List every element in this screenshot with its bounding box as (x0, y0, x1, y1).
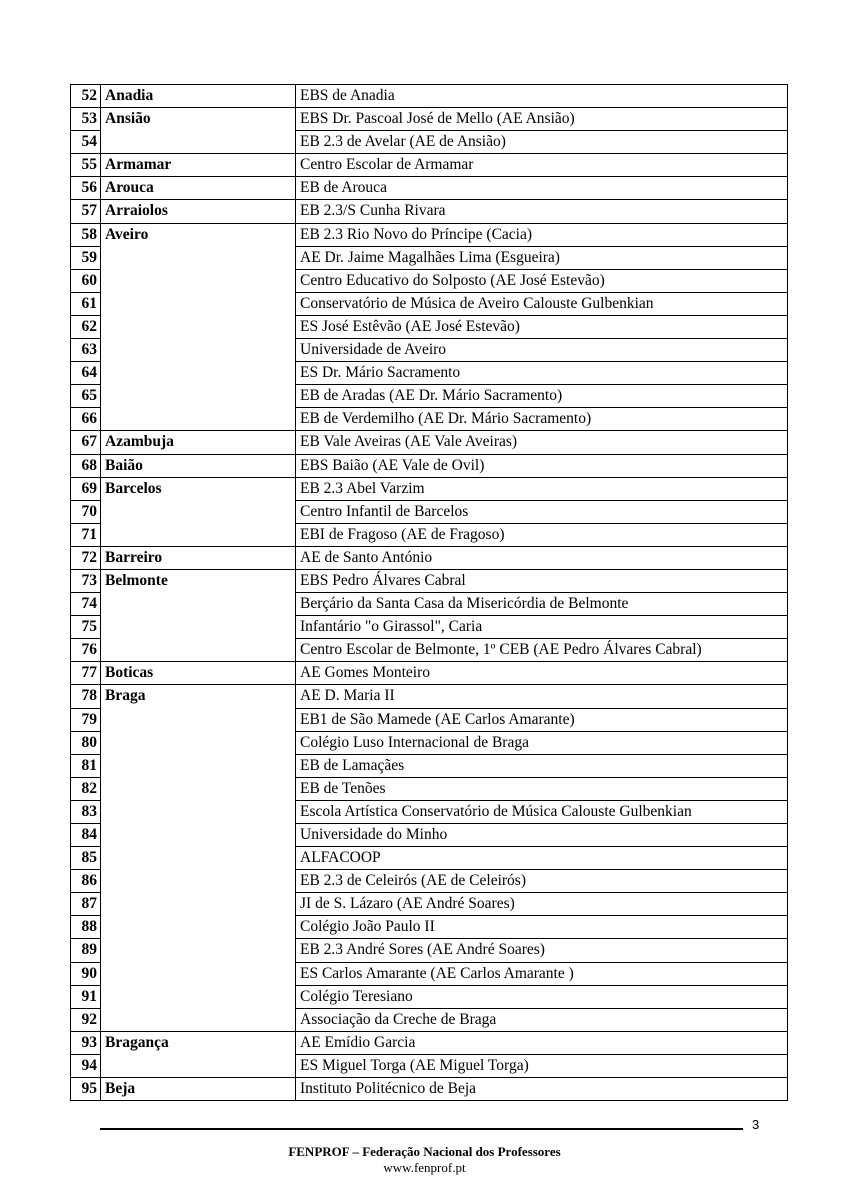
table-row (71, 292, 788, 315)
school-cell: Berçário da Santa Casa da Misericórdia de Belmonte (296, 593, 788, 616)
municipality-cell: Barcelos (101, 477, 296, 500)
row-number: 60 (71, 269, 101, 292)
municipality-cell (101, 269, 296, 292)
table-row (71, 847, 788, 870)
school-cell: EBS de Anadia (296, 85, 788, 108)
row-number: 75 (71, 616, 101, 639)
municipality-cell (101, 893, 296, 916)
row-number: 56 (71, 177, 101, 200)
school-cell: ES Miguel Torga (AE Miguel Torga) (296, 1054, 788, 1077)
school-cell: EB 2.3/S Cunha Rivara (296, 200, 788, 223)
schools-table (70, 84, 788, 1101)
municipality-cell (101, 131, 296, 154)
table-row (71, 339, 788, 362)
row-number: 83 (71, 800, 101, 823)
row-number: 76 (71, 639, 101, 662)
row-number: 68 (71, 454, 101, 477)
municipality-cell (101, 962, 296, 985)
municipality-cell: Braga (101, 685, 296, 708)
row-number: 89 (71, 939, 101, 962)
row-number: 74 (71, 593, 101, 616)
municipality-cell (101, 985, 296, 1008)
schools-table-body (71, 85, 788, 1101)
table-row (71, 777, 788, 800)
row-number: 69 (71, 477, 101, 500)
row-number: 80 (71, 731, 101, 754)
table-row (71, 754, 788, 777)
school-cell: ALFACOOP (296, 847, 788, 870)
municipality-cell (101, 1054, 296, 1077)
row-number: 72 (71, 546, 101, 569)
municipality-cell (101, 1008, 296, 1031)
school-cell: Associação da Creche de Braga (296, 1008, 788, 1031)
table-row (71, 454, 788, 477)
table-row (71, 708, 788, 731)
table-row (71, 85, 788, 108)
school-cell: Centro Infantil de Barcelos (296, 500, 788, 523)
municipality-cell (101, 362, 296, 385)
row-number: 81 (71, 754, 101, 777)
table-row (71, 569, 788, 592)
table-row (71, 523, 788, 546)
table-row (71, 408, 788, 431)
row-number: 57 (71, 200, 101, 223)
school-cell: Centro Escolar de Belmonte, 1º CEB (AE Pedro Álvares Cabral) (296, 639, 788, 662)
municipality-cell (101, 339, 296, 362)
table-row (71, 200, 788, 223)
municipality-cell: Beja (101, 1078, 296, 1101)
row-number: 77 (71, 662, 101, 685)
row-number: 58 (71, 223, 101, 246)
row-number: 94 (71, 1054, 101, 1077)
municipality-cell (101, 870, 296, 893)
row-number: 70 (71, 500, 101, 523)
table-row (71, 939, 788, 962)
school-cell: Centro Escolar de Armamar (296, 154, 788, 177)
municipality-cell (101, 777, 296, 800)
table-row (71, 315, 788, 338)
table-row (71, 800, 788, 823)
page-number: 3 (752, 1117, 760, 1132)
row-number: 84 (71, 824, 101, 847)
municipality-cell (101, 800, 296, 823)
municipality-cell: Bragança (101, 1031, 296, 1054)
school-cell: EB Vale Aveiras (AE Vale Aveiras) (296, 431, 788, 454)
school-cell: AE de Santo António (296, 546, 788, 569)
municipality-cell (101, 754, 296, 777)
municipality-cell (101, 939, 296, 962)
row-number: 53 (71, 108, 101, 131)
table-row (71, 616, 788, 639)
row-number: 63 (71, 339, 101, 362)
municipality-cell (101, 500, 296, 523)
municipality-cell: Arouca (101, 177, 296, 200)
school-cell: EB 2.3 de Avelar (AE de Ansião) (296, 131, 788, 154)
school-cell: AE Emídio Garcia (296, 1031, 788, 1054)
municipality-cell: Baião (101, 454, 296, 477)
municipality-cell (101, 616, 296, 639)
row-number: 91 (71, 985, 101, 1008)
municipality-cell (101, 708, 296, 731)
row-number: 92 (71, 1008, 101, 1031)
table-row (71, 731, 788, 754)
row-number: 61 (71, 292, 101, 315)
table-row (71, 246, 788, 269)
row-number: 65 (71, 385, 101, 408)
municipality-cell: Arraiolos (101, 200, 296, 223)
row-number: 93 (71, 1031, 101, 1054)
row-number: 79 (71, 708, 101, 731)
row-number: 67 (71, 431, 101, 454)
table-row (71, 546, 788, 569)
row-number: 73 (71, 569, 101, 592)
school-cell: EBS Dr. Pascoal José de Mello (AE Ansião) (296, 108, 788, 131)
school-cell: ES Dr. Mário Sacramento (296, 362, 788, 385)
row-number: 86 (71, 870, 101, 893)
municipality-cell (101, 408, 296, 431)
municipality-cell (101, 639, 296, 662)
table-row (71, 870, 788, 893)
table-row (71, 108, 788, 131)
row-number: 55 (71, 154, 101, 177)
row-number: 82 (71, 777, 101, 800)
row-number: 66 (71, 408, 101, 431)
school-cell: AE Dr. Jaime Magalhães Lima (Esgueira) (296, 246, 788, 269)
table-row (71, 893, 788, 916)
municipality-cell: Azambuja (101, 431, 296, 454)
school-cell: Conservatório de Música de Aveiro Calouste Gulbenkian (296, 292, 788, 315)
school-cell: Escola Artística Conservatório de Música Calouste Gulbenkian (296, 800, 788, 823)
row-number: 85 (71, 847, 101, 870)
table-row (71, 477, 788, 500)
table-row (71, 962, 788, 985)
municipality-cell (101, 593, 296, 616)
footer-website: www.fenprof.pt (383, 1160, 466, 1175)
footer-divider (100, 1128, 743, 1130)
municipality-cell (101, 523, 296, 546)
school-cell: Colégio Teresiano (296, 985, 788, 1008)
row-number: 88 (71, 916, 101, 939)
municipality-cell: Ansião (101, 108, 296, 131)
municipality-cell (101, 385, 296, 408)
school-cell: EB de Aradas (AE Dr. Mário Sacramento) (296, 385, 788, 408)
table-row (71, 916, 788, 939)
municipality-cell (101, 916, 296, 939)
school-cell: JI de S. Lázaro (AE André Soares) (296, 893, 788, 916)
school-cell: EB 2.3 André Sores (AE André Soares) (296, 939, 788, 962)
table-row (71, 685, 788, 708)
footer-organization: FENPROF – Federação Nacional dos Professores (288, 1144, 561, 1159)
table-row (71, 177, 788, 200)
school-cell: Centro Educativo do Solposto (AE José Estevão) (296, 269, 788, 292)
municipality-cell (101, 315, 296, 338)
row-number: 62 (71, 315, 101, 338)
row-number: 71 (71, 523, 101, 546)
municipality-cell (101, 847, 296, 870)
table-row (71, 985, 788, 1008)
school-cell: AE Gomes Monteiro (296, 662, 788, 685)
school-cell: EBS Baião (AE Vale de Ovil) (296, 454, 788, 477)
table-row (71, 269, 788, 292)
table-row (71, 131, 788, 154)
row-number: 54 (71, 131, 101, 154)
table-row (71, 362, 788, 385)
table-row (71, 1054, 788, 1077)
school-cell: EB de Arouca (296, 177, 788, 200)
school-cell: EB 2.3 de Celeirós (AE de Celeirós) (296, 870, 788, 893)
school-cell: EB 2.3 Abel Varzim (296, 477, 788, 500)
school-cell: AE D. Maria II (296, 685, 788, 708)
row-number: 87 (71, 893, 101, 916)
school-cell: Colégio Luso Internacional de Braga (296, 731, 788, 754)
school-cell: Infantário "o Girassol", Caria (296, 616, 788, 639)
table-row (71, 1078, 788, 1101)
school-cell: ES Carlos Amarante (AE Carlos Amarante ) (296, 962, 788, 985)
row-number: 59 (71, 246, 101, 269)
municipality-cell (101, 731, 296, 754)
table-row (71, 500, 788, 523)
table-row (71, 593, 788, 616)
municipality-cell: Barreiro (101, 546, 296, 569)
school-cell: EBS Pedro Álvares Cabral (296, 569, 788, 592)
municipality-cell: Armamar (101, 154, 296, 177)
municipality-cell: Boticas (101, 662, 296, 685)
row-number: 90 (71, 962, 101, 985)
table-row (71, 662, 788, 685)
row-number: 95 (71, 1078, 101, 1101)
school-cell: EB de Lamaçães (296, 754, 788, 777)
school-cell: EB de Verdemilho (AE Dr. Mário Sacramento) (296, 408, 788, 431)
row-number: 52 (71, 85, 101, 108)
school-cell: EB1 de São Mamede (AE Carlos Amarante) (296, 708, 788, 731)
table-row (71, 385, 788, 408)
municipality-cell: Anadia (101, 85, 296, 108)
school-cell: Universidade de Aveiro (296, 339, 788, 362)
table-row (71, 639, 788, 662)
school-cell: EB de Tenões (296, 777, 788, 800)
table-row (71, 1031, 788, 1054)
school-cell: Instituto Politécnico de Beja (296, 1078, 788, 1101)
school-cell: ES José Estêvão (AE José Estevão) (296, 315, 788, 338)
row-number: 64 (71, 362, 101, 385)
school-cell: Universidade do Minho (296, 824, 788, 847)
table-row (71, 223, 788, 246)
municipality-cell (101, 824, 296, 847)
row-number: 78 (71, 685, 101, 708)
table-row (71, 154, 788, 177)
school-cell: EB 2.3 Rio Novo do Príncipe (Cacia) (296, 223, 788, 246)
school-cell: EBI de Fragoso (AE de Fragoso) (296, 523, 788, 546)
school-cell: Colégio João Paulo II (296, 916, 788, 939)
municipality-cell: Aveiro (101, 223, 296, 246)
table-row (71, 1008, 788, 1031)
table-row (71, 824, 788, 847)
table-row (71, 431, 788, 454)
municipality-cell (101, 246, 296, 269)
municipality-cell (101, 292, 296, 315)
municipality-cell: Belmonte (101, 569, 296, 592)
